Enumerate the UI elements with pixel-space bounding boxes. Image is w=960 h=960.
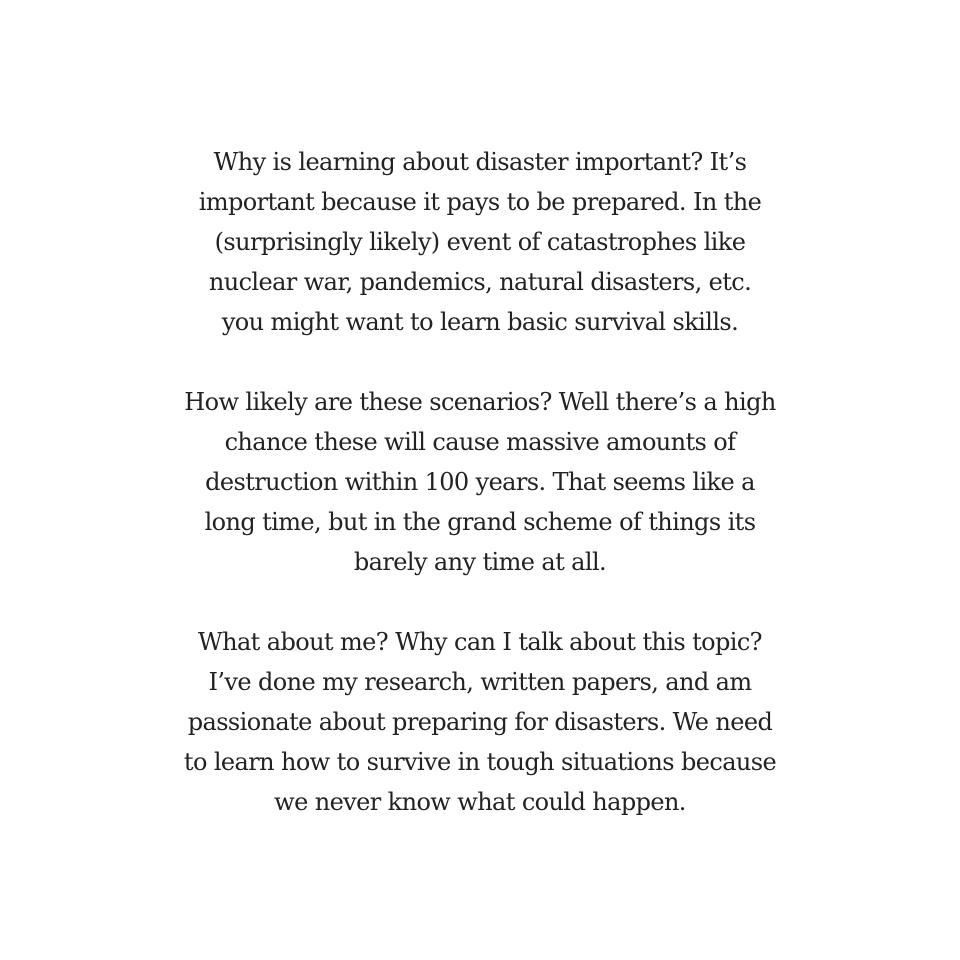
text-line: to learn how to survive in tough situations because [183, 748, 777, 776]
text-block [100, 142, 860, 822]
text-line: passionate about preparing for disasters. We need [187, 708, 773, 736]
text-line: nuclear war, pandemics, natural disasters, etc. [208, 268, 752, 296]
text-line: chance these will cause massive amounts of [224, 428, 736, 456]
text-line: destruction within 100 years. That seems like a [205, 468, 755, 496]
text-line: long time, but in the grand scheme of things its [204, 508, 756, 536]
paragraph-how-likely [100, 382, 860, 582]
text-line: (surprisingly likely) event of catastrophes like [214, 228, 746, 256]
text-line: important because it pays to be prepared. In the [198, 188, 762, 216]
text-line: What about me? Why can I talk about this topic? [198, 628, 762, 656]
text-line: we never know what could happen. [274, 788, 686, 816]
text-line: you might want to learn basic survival skills. [221, 308, 739, 336]
paragraph-why-important [100, 142, 860, 342]
text-line: barely any time at all. [353, 548, 607, 576]
paragraph-about-me [100, 622, 860, 822]
text-line: Why is learning about disaster important? It’s [213, 148, 747, 176]
text-line: How likely are these scenarios? Well there’s a high [184, 388, 776, 416]
text-line: I’ve done my research, written papers, and am [208, 668, 752, 696]
